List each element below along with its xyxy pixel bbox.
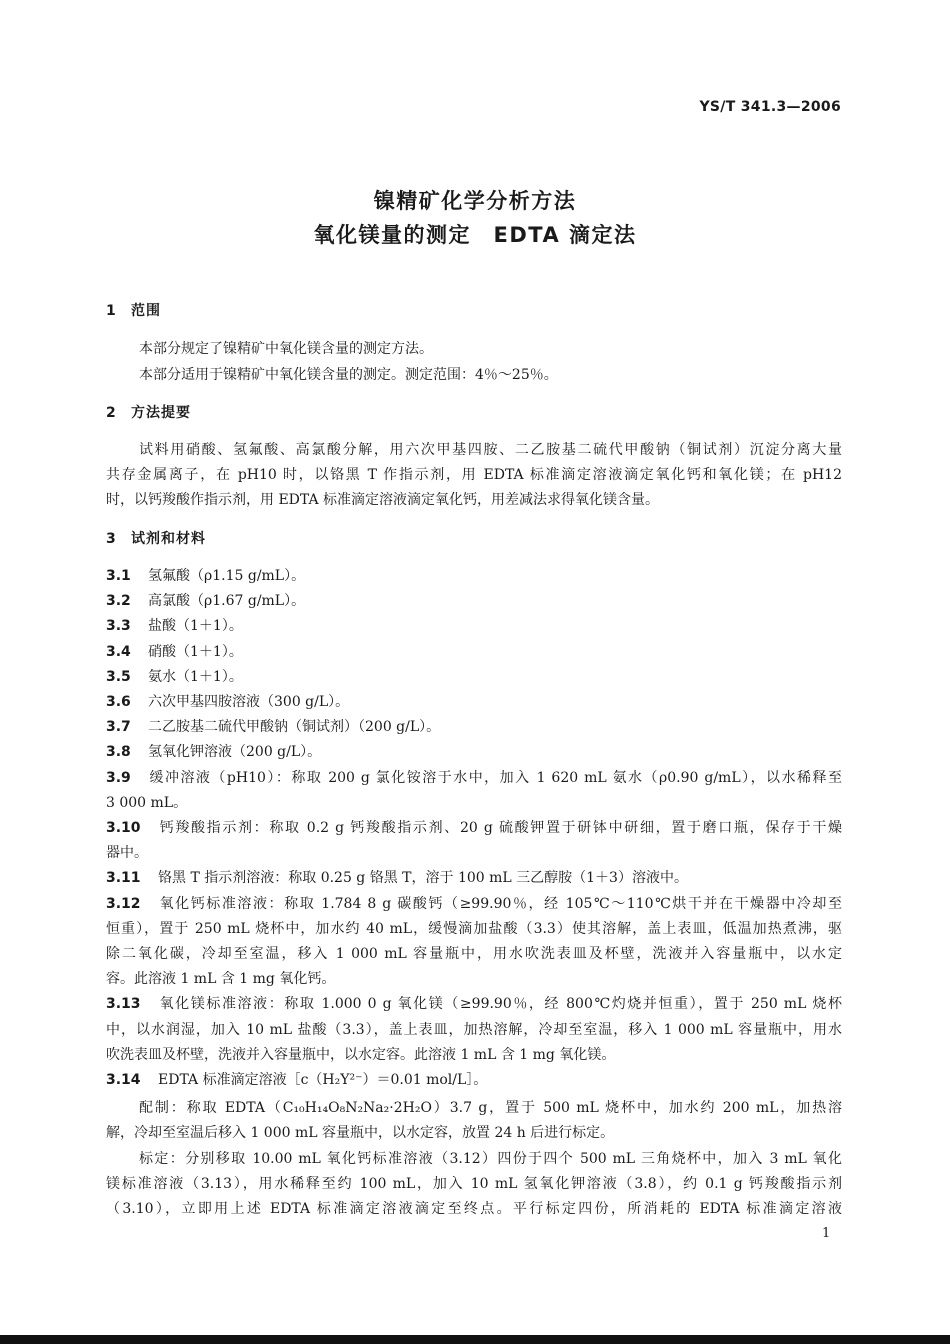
reagent-text: 容。此溶液 1 mL 含 1 mg 氧化钙。 <box>106 971 336 988</box>
reagent-text: 恒重），置于 250 mL 烧杯中，加水约 40 mL，缓慢滴加盐酸（3.3）使其溶解，盖上表皿，低温加热煮沸，驱 <box>106 920 842 937</box>
reagent-number: 3.2 <box>106 593 131 610</box>
reagent-text: 硝酸（1＋1）。 <box>148 643 243 660</box>
section-title: 方法提要 <box>131 405 191 421</box>
reagent-number: 3.5 <box>106 668 131 685</box>
section-heading-reagents <box>106 528 206 548</box>
reagent-item-line <box>106 741 842 761</box>
reagent-text: 吹洗表皿及杯壁，洗液并入容量瓶中，以水定容。此溶液 1 mL 含 1 mg 氧化镁。 <box>106 1046 616 1063</box>
reagent-text: 钙羧酸指示剂：称取 0.2 g 钙羧酸指示剂、20 g 硫酸钾置于研钵中研细，置于磨口瓶，保存于干燥 <box>158 820 842 836</box>
reagent-item-line <box>106 1019 842 1039</box>
reagent-text: 除二氧化碳，冷却至室温，移入 1 000 mL 容量瓶中，用水吹洗表皿及杯壁，洗液并入容量瓶中，以水定 <box>106 946 842 962</box>
document-subtitle: 氧化镁量的测定 EDTA 滴定法 <box>313 223 637 247</box>
calibration-line: 标定：分别移取 10.00 mL 氧化钙标准溶液（3.12）四份于四个 500 mL 三角烧杯中，加入 3 mL 氧化 <box>139 1151 842 1167</box>
reagent-text: 缓冲溶液（pH10）：称取 200 g 氯化铵溶于水中，加入 1 620 mL 氨水（ρ0.90 g/mL），以水稀释至 <box>148 769 842 786</box>
scope-paragraph: 本部分适用于镍精矿中氧化镁含量的测定。测定范围：4％～25％。 <box>139 367 558 383</box>
reagent-item-line <box>106 767 842 787</box>
section-heading-scope <box>106 300 161 320</box>
section-title: 试剂和材料 <box>131 531 206 547</box>
reagent-text: 氧化镁标准溶液：称取 1.000 0 g 氧化镁（≥99.90％，经 800℃灼烧并恒重），置于 250 mL 烧杯 <box>158 996 842 1013</box>
reagent-text: 器中。 <box>106 845 148 862</box>
reagent-item-line <box>106 993 842 1013</box>
reagent-text: 六次甲基四胺溶液（300 g/L）。 <box>148 694 350 710</box>
reagent-text: 高氯酸（ρ1.67 g/mL）。 <box>148 593 306 610</box>
calibration-line: （3.10），立即用上述 EDTA 标准滴定溶液滴定至终点。平行标定四份，所消耗的 EDTA 标准滴定溶液 <box>106 1201 842 1217</box>
reagent-item-line <box>106 1044 842 1064</box>
reagent-text: 二乙胺基二硫代甲酸钠（铜试剂）（200 g/L）。 <box>148 719 441 736</box>
preparation-line: 配制：称取 EDTA（C₁₀H₁₄O₈N₂Na₂·2H₂O）3.7 g，置于 500 mL 烧杯中，加水约 200 mL，加热溶 <box>139 1100 842 1116</box>
calibration-line: 镁标准溶液（3.13），用水稀释至约 100 mL，加入 10 mL 氢氧化钾溶液（3.8），约 0.1 g 钙羧酸指示剂 <box>106 1176 842 1192</box>
document-title: 镍精矿化学分析方法 <box>373 189 577 213</box>
reagent-text: 氢氟酸（ρ1.15 g/mL）。 <box>148 568 306 584</box>
reagent-text: 中，以水润湿，加入 10 mL 盐酸（3.3），盖上表皿，加热溶解，冷却至室温，移入 1 000 mL 容量瓶中，用水 <box>106 1021 842 1038</box>
reagent-item-line <box>106 691 842 711</box>
reagent-number: 3.13 <box>106 996 141 1013</box>
reagent-number: 3.6 <box>106 694 131 710</box>
principle-line: 试料用硝酸、氢氟酸、高氯酸分解，用六次甲基四胺、二乙胺基二硫代甲酸钠（铜试剂）沉淀分离大量 <box>139 442 842 458</box>
bottom-rule <box>0 1335 950 1344</box>
principle-line: 共存金属离子，在 pH10 时，以铬黑 T 作指示剂，用 EDTA 标准滴定溶液滴定氧化钙和氧化镁；在 pH12 <box>106 467 842 483</box>
reagent-number: 3.9 <box>106 769 131 786</box>
reagent-number: 3.11 <box>106 870 141 887</box>
section-number: 2 <box>106 405 117 421</box>
reagent-text: 3 000 mL。 <box>106 794 188 811</box>
section-title: 范围 <box>131 303 161 319</box>
preparation-line: 解，冷却至室温后移入 1 000 mL 容量瓶中，以水定容，放置 24 h 后进行标定。 <box>106 1125 615 1141</box>
reagent-item-line <box>106 817 842 837</box>
reagent-text: 铬黑 T 指示剂溶液：称取 0.25 g 铬黑 T，溶于 100 mL 三乙醇胺（1＋3）溶液中。 <box>158 870 688 887</box>
reagent-item-line <box>106 918 842 938</box>
reagent-text: EDTA 标准滴定溶液［c（H₂Y²⁻）＝0.01 mol/L］。 <box>158 1072 488 1088</box>
reagent-item-line <box>106 842 842 862</box>
reagent-number: 3.14 <box>106 1072 141 1088</box>
reagent-item-line <box>106 615 842 635</box>
reagent-item-line <box>106 1069 842 1089</box>
reagent-item-line <box>106 893 842 913</box>
reagent-text: 氨水（1＋1）。 <box>148 668 243 685</box>
section-heading-principle <box>106 402 191 422</box>
reagent-item-line <box>106 565 842 585</box>
reagent-number: 3.7 <box>106 719 131 736</box>
reagent-text: 氧化钙标准溶液：称取 1.784 8 g 碳酸钙（≥99.90％，经 105℃～110℃烘干并在干燥器中冷却至 <box>158 895 842 912</box>
reagent-number: 3.8 <box>106 744 131 761</box>
reagent-item-line <box>106 792 842 812</box>
section-number: 1 <box>106 303 117 319</box>
reagent-number: 3.10 <box>106 820 141 836</box>
reagent-text: 氢氧化钾溶液（200 g/L）。 <box>148 744 322 761</box>
reagent-item-line <box>106 867 842 887</box>
reagent-item-line <box>106 716 842 736</box>
reagent-number: 3.1 <box>106 568 131 584</box>
principle-line: 时，以钙羧酸作指示剂，用 EDTA 标准滴定溶液滴定氧化钙，用差减法求得氧化镁含量。 <box>106 492 660 508</box>
scope-paragraph: 本部分规定了镍精矿中氧化镁含量的测定方法。 <box>139 341 433 357</box>
reagent-number: 3.12 <box>106 895 141 912</box>
reagent-text: 盐酸（1＋1）。 <box>148 618 243 635</box>
reagent-item-line <box>106 968 842 988</box>
page-number: 1 <box>822 1226 831 1241</box>
reagent-item-line <box>106 641 842 661</box>
reagent-number: 3.3 <box>106 618 131 635</box>
reagent-item-line <box>106 590 842 610</box>
reagent-item-line <box>106 666 842 686</box>
reagent-item-line <box>106 943 842 963</box>
reagent-number: 3.4 <box>106 643 131 660</box>
standard-number: YS/T 341.3—2006 <box>699 99 841 115</box>
section-number: 3 <box>106 531 117 547</box>
